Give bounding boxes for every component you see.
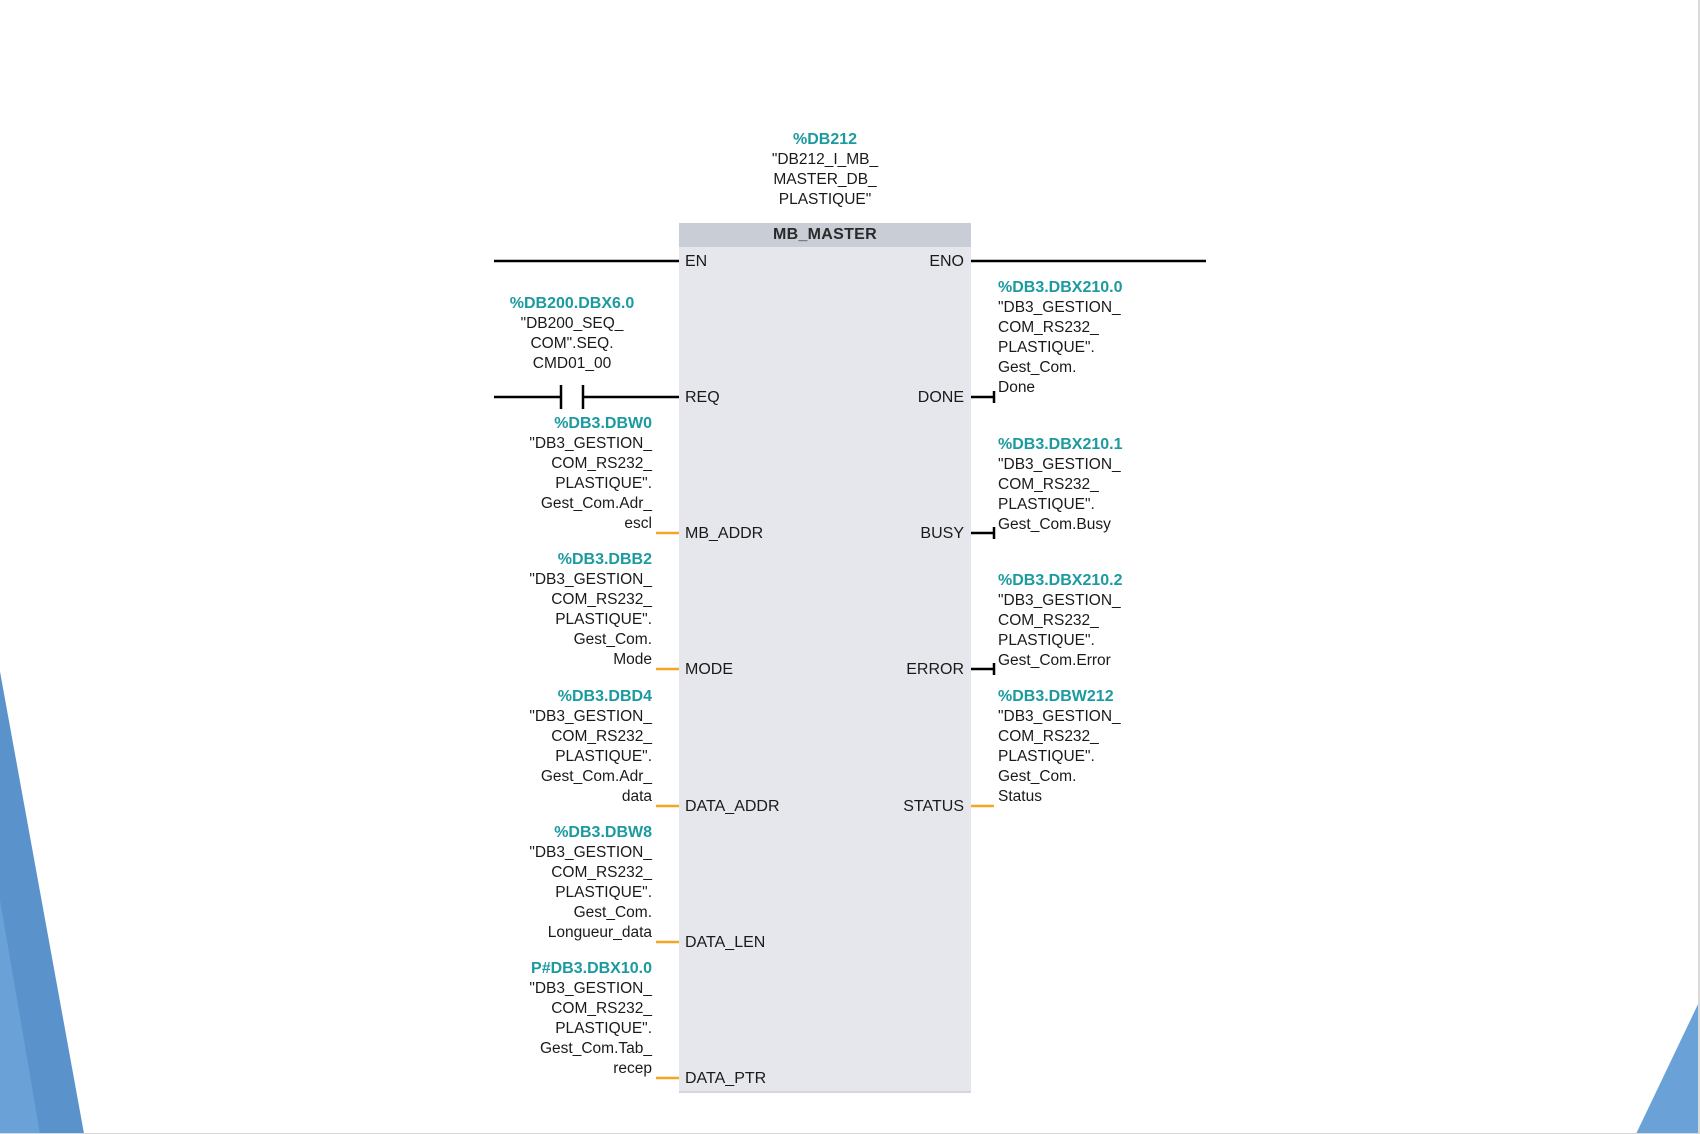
operand-symbol-line: COM_RS232_ — [551, 728, 652, 745]
operand-symbol-line: COM_RS232_ — [998, 476, 1099, 493]
req-operand[interactable] — [482, 294, 662, 374]
pin-mb-addr: MB_ADDR — [685, 525, 764, 542]
operand-symbol-line: PLASTIQUE". — [555, 884, 652, 901]
operand-symbol-line: COM_RS232_ — [551, 455, 652, 472]
mode-operand[interactable] — [529, 550, 652, 670]
operand-address: P#DB3.DBX10.0 — [531, 960, 652, 977]
operand-symbol-line: COM_RS232_ — [551, 591, 652, 608]
operand-symbol-line: PLASTIQUE". — [555, 748, 652, 765]
data-addr-operand[interactable] — [529, 687, 652, 807]
operand-symbol-line: PLASTIQUE". — [998, 339, 1095, 356]
operand-symbol-line: Gest_Com.Adr_ — [540, 495, 652, 512]
operand-symbol-line: data — [621, 788, 652, 805]
operand-symbol-line: "DB200_SEQ_ — [520, 315, 624, 332]
operand-symbol-line: Gest_Com. — [998, 359, 1077, 376]
done-operand[interactable] — [998, 278, 1123, 398]
operand-symbol-line: "DB3_GESTION_ — [529, 844, 652, 861]
pin-error: ERROR — [906, 661, 964, 678]
operand-symbol-line: Done — [998, 379, 1036, 396]
operand-symbol-line: COM_RS232_ — [998, 728, 1099, 745]
pin-data-addr: DATA_ADDR — [685, 798, 780, 815]
operand-symbol-line: Status — [998, 788, 1042, 805]
pin-done: DONE — [917, 389, 964, 406]
data-len-operand[interactable] — [529, 823, 652, 943]
operand-symbol-line: COM".SEQ. — [530, 335, 614, 352]
pin-req: REQ — [685, 389, 720, 406]
operand-address: %DB200.DBX6.0 — [509, 295, 635, 312]
operand-symbol-line: PLASTIQUE". — [555, 1020, 652, 1037]
instance-db-name-line: MASTER_DB_ — [773, 171, 877, 188]
operand-symbol-line: COM_RS232_ — [998, 612, 1099, 629]
operand-symbol-line: recep — [613, 1060, 652, 1077]
operand-symbol-line: "DB3_GESTION_ — [529, 708, 652, 725]
operand-address: %DB3.DBB2 — [557, 551, 652, 568]
operand-symbol-line: Gest_Com. — [573, 904, 652, 921]
data-ptr-operand[interactable] — [529, 959, 652, 1079]
pin-eno: ENO — [929, 253, 964, 270]
pin-status: STATUS — [903, 798, 964, 815]
operand-symbol-line: PLASTIQUE". — [998, 496, 1095, 513]
error-operand[interactable] — [998, 571, 1123, 671]
busy-operand[interactable] — [998, 435, 1123, 535]
operand-symbol-line: PLASTIQUE". — [998, 632, 1095, 649]
pin-mode: MODE — [685, 661, 733, 678]
operand-symbol-line: PLASTIQUE". — [555, 475, 652, 492]
operand-address: %DB3.DBX210.0 — [998, 279, 1123, 296]
operand-symbol-line: "DB3_GESTION_ — [998, 592, 1121, 609]
operand-symbol-line: COM_RS232_ — [551, 864, 652, 881]
operand-address: %DB3.DBD4 — [557, 688, 652, 705]
operand-symbol-line: Gest_Com.Busy — [998, 516, 1111, 533]
operand-symbol-line: "DB3_GESTION_ — [529, 435, 652, 452]
mb-addr-operand[interactable] — [529, 414, 652, 534]
operand-address: %DB3.DBX210.2 — [998, 572, 1123, 589]
pin-en: EN — [685, 253, 708, 270]
operand-symbol-line: Longueur_data — [547, 924, 652, 941]
operand-symbol-line: PLASTIQUE". — [998, 748, 1095, 765]
operand-address: %DB3.DBW212 — [998, 688, 1114, 705]
operand-symbol-line: "DB3_GESTION_ — [529, 980, 652, 997]
operand-symbol-line: "DB3_GESTION_ — [998, 299, 1121, 316]
operand-symbol-line: CMD01_00 — [532, 355, 612, 372]
operand-symbol-line: PLASTIQUE". — [555, 611, 652, 628]
operand-symbol-line: Mode — [613, 651, 652, 668]
instance-db-address: %DB212 — [792, 131, 858, 148]
operand-symbol-line: Gest_Com. — [573, 631, 652, 648]
operand-symbol-line: COM_RS232_ — [998, 319, 1099, 336]
status-operand[interactable] — [998, 687, 1121, 807]
operand-symbol-line: Gest_Com.Error — [998, 652, 1111, 669]
operand-symbol-line: Gest_Com.Tab_ — [540, 1040, 652, 1057]
instance-db-name-line: "DB212_I_MB_ — [771, 151, 879, 168]
pin-data-len: DATA_LEN — [685, 934, 766, 951]
operand-address: %DB3.DBW8 — [554, 824, 652, 841]
operand-symbol-line: Gest_Com. — [998, 768, 1077, 785]
operand-symbol-line: escl — [624, 515, 652, 532]
operand-symbol-line: "DB3_GESTION_ — [998, 456, 1121, 473]
operand-symbol-line: COM_RS232_ — [551, 1000, 652, 1017]
pin-data-ptr: DATA_PTR — [685, 1070, 767, 1087]
operand-symbol-line: Gest_Com.Adr_ — [540, 768, 652, 785]
function-block-name: MB_MASTER — [772, 226, 878, 243]
instance-db-name-line: PLASTIQUE" — [778, 191, 872, 208]
pin-busy: BUSY — [920, 525, 964, 542]
operand-symbol-line: "DB3_GESTION_ — [998, 708, 1121, 725]
operand-symbol-line: "DB3_GESTION_ — [529, 571, 652, 588]
operand-address: %DB3.DBX210.1 — [998, 436, 1123, 453]
operand-address: %DB3.DBW0 — [554, 415, 652, 432]
